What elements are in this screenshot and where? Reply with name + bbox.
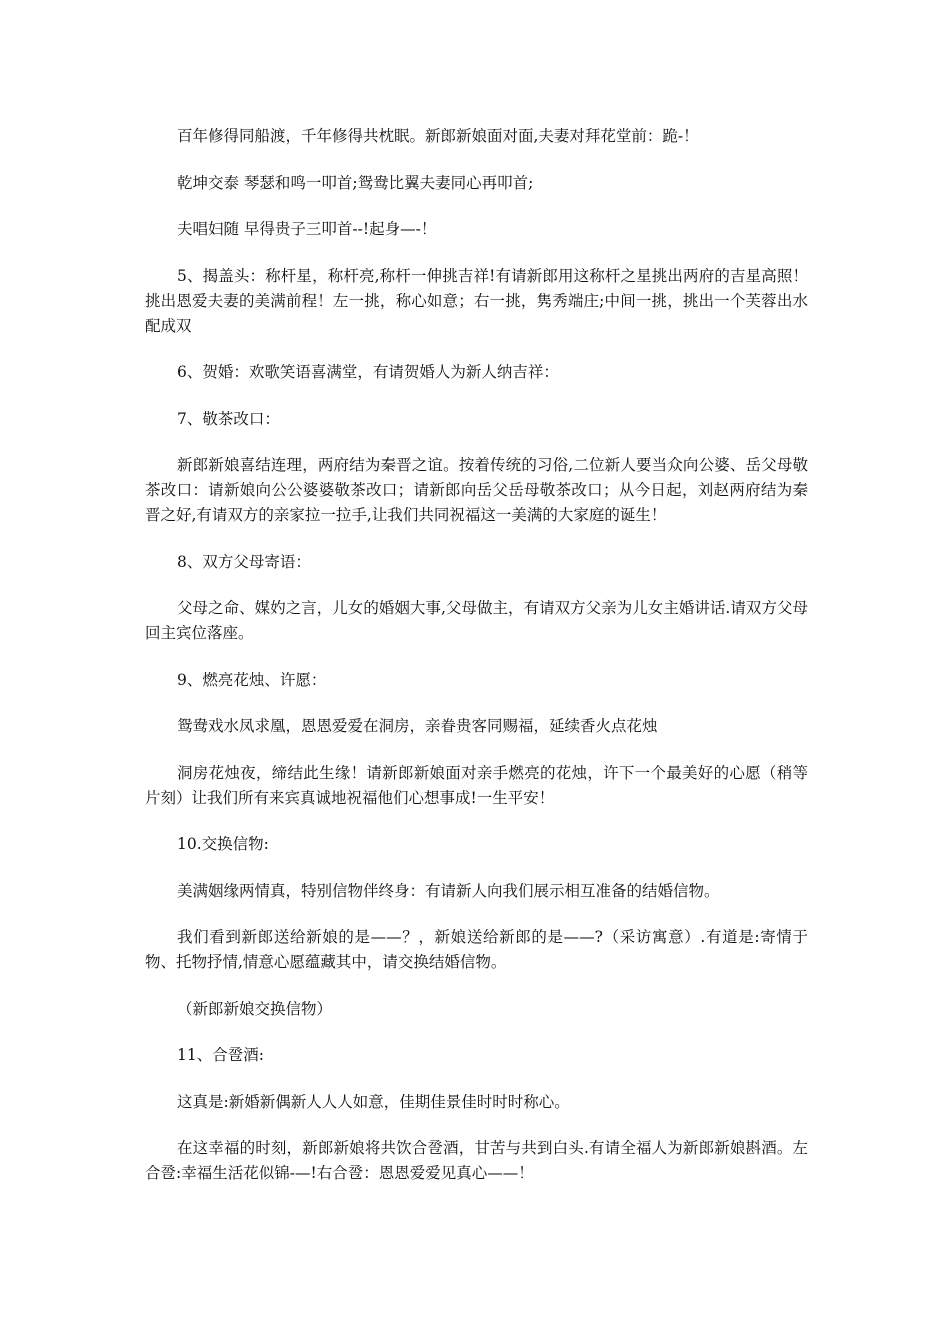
paragraph: 在这幸福的时刻，新郎新娘将共饮合卺酒，甘苦与共到白头.有请全福人为新郎新娘斟酒。左合卺:幸福生活花似锦-—!右合卺：恩恩爱爱见真心——！ — [145, 1139, 808, 1182]
document-body — [145, 124, 808, 1208]
paragraph: 新郎新娘喜结连理，两府结为秦晋之谊。按着传统的习俗,二位新人要当众向公婆、岳父母敬茶改口：请新娘向公公婆婆敬茶改口；请新郎向岳父岳母敬茶改口；从今日起，刘赵两府结为秦晋之好,有请双方的亲家拉一拉手,让我们共同祝福这一美满的大家庭的诞生！ — [145, 456, 808, 524]
paragraph: 父母之命、媒妁之言，儿女的婚姻大事,父母做主，有请双方父亲为儿女主婚讲话.请双方父母回主宾位落座。 — [145, 599, 808, 642]
section-heading-5: 5、揭盖头：称杆星，称杆亮,称杆一伸挑吉祥!有请新郎用这称杆之星挑出两府的吉星高照！挑出恩爱夫妻的美满前程！左一挑，称心如意；右一挑，隽秀端庄;中间一挑，挑出一个芙蓉出水配成双 — [145, 266, 808, 335]
section-heading-7: 7、敬茶改口： — [177, 409, 280, 428]
section-heading-9: 9、燃亮花烛、许愿： — [177, 670, 327, 689]
paragraph: 百年修得同船渡，千年修得共枕眠。新郎新娘面对面,夫妻对拜花堂前：跪-！ — [177, 127, 699, 145]
section-heading-6: 6、贺婚：欢歌笑语喜满堂，有请贺婚人为新人纳吉祥： — [177, 363, 559, 381]
paragraph: 鸳鸯戏水凤求凰，恩恩爱爱在洞房，亲眷贵客同赐福，延续香火点花烛 — [177, 717, 658, 735]
paragraph: 这真是:新婚新偶新人人人如意，佳期佳景佳时时时称心。 — [177, 1092, 570, 1111]
paragraph: 洞房花烛夜，缔结此生缘！请新郎新娘面对亲手燃亮的花烛，许下一个最美好的心愿（稍等片刻）让我们所有来宾真诚地祝福他们心想事成!一生平安！ — [145, 763, 808, 807]
paragraph: 乾坤交泰 琴瑟和鸣一叩首;鸳鸯比翼夫妻同心再叩首; — [177, 173, 534, 192]
section-heading-8: 8、双方父母寄语： — [177, 552, 311, 571]
section-heading-11: 11、合卺酒: — [177, 1046, 264, 1064]
section-heading-10: 10.交换信物: — [177, 835, 269, 853]
paragraph: 夫唱妇随 早得贵子三叩首--!起身—-！ — [177, 220, 437, 238]
paragraph: 我们看到新郎送给新娘的是——？，新娘送给新郎的是——?（采访寓意）.有道是:寄情于物、托物抒情,情意心愿蕴藏其中，请交换结婚信物。 — [145, 928, 808, 971]
paragraph: （新郎新娘交换信物） — [177, 999, 333, 1018]
paragraph: 美满姻缘两情真，特别信物伴终身：有请新人向我们展示相互准备的结婚信物。 — [177, 881, 720, 900]
